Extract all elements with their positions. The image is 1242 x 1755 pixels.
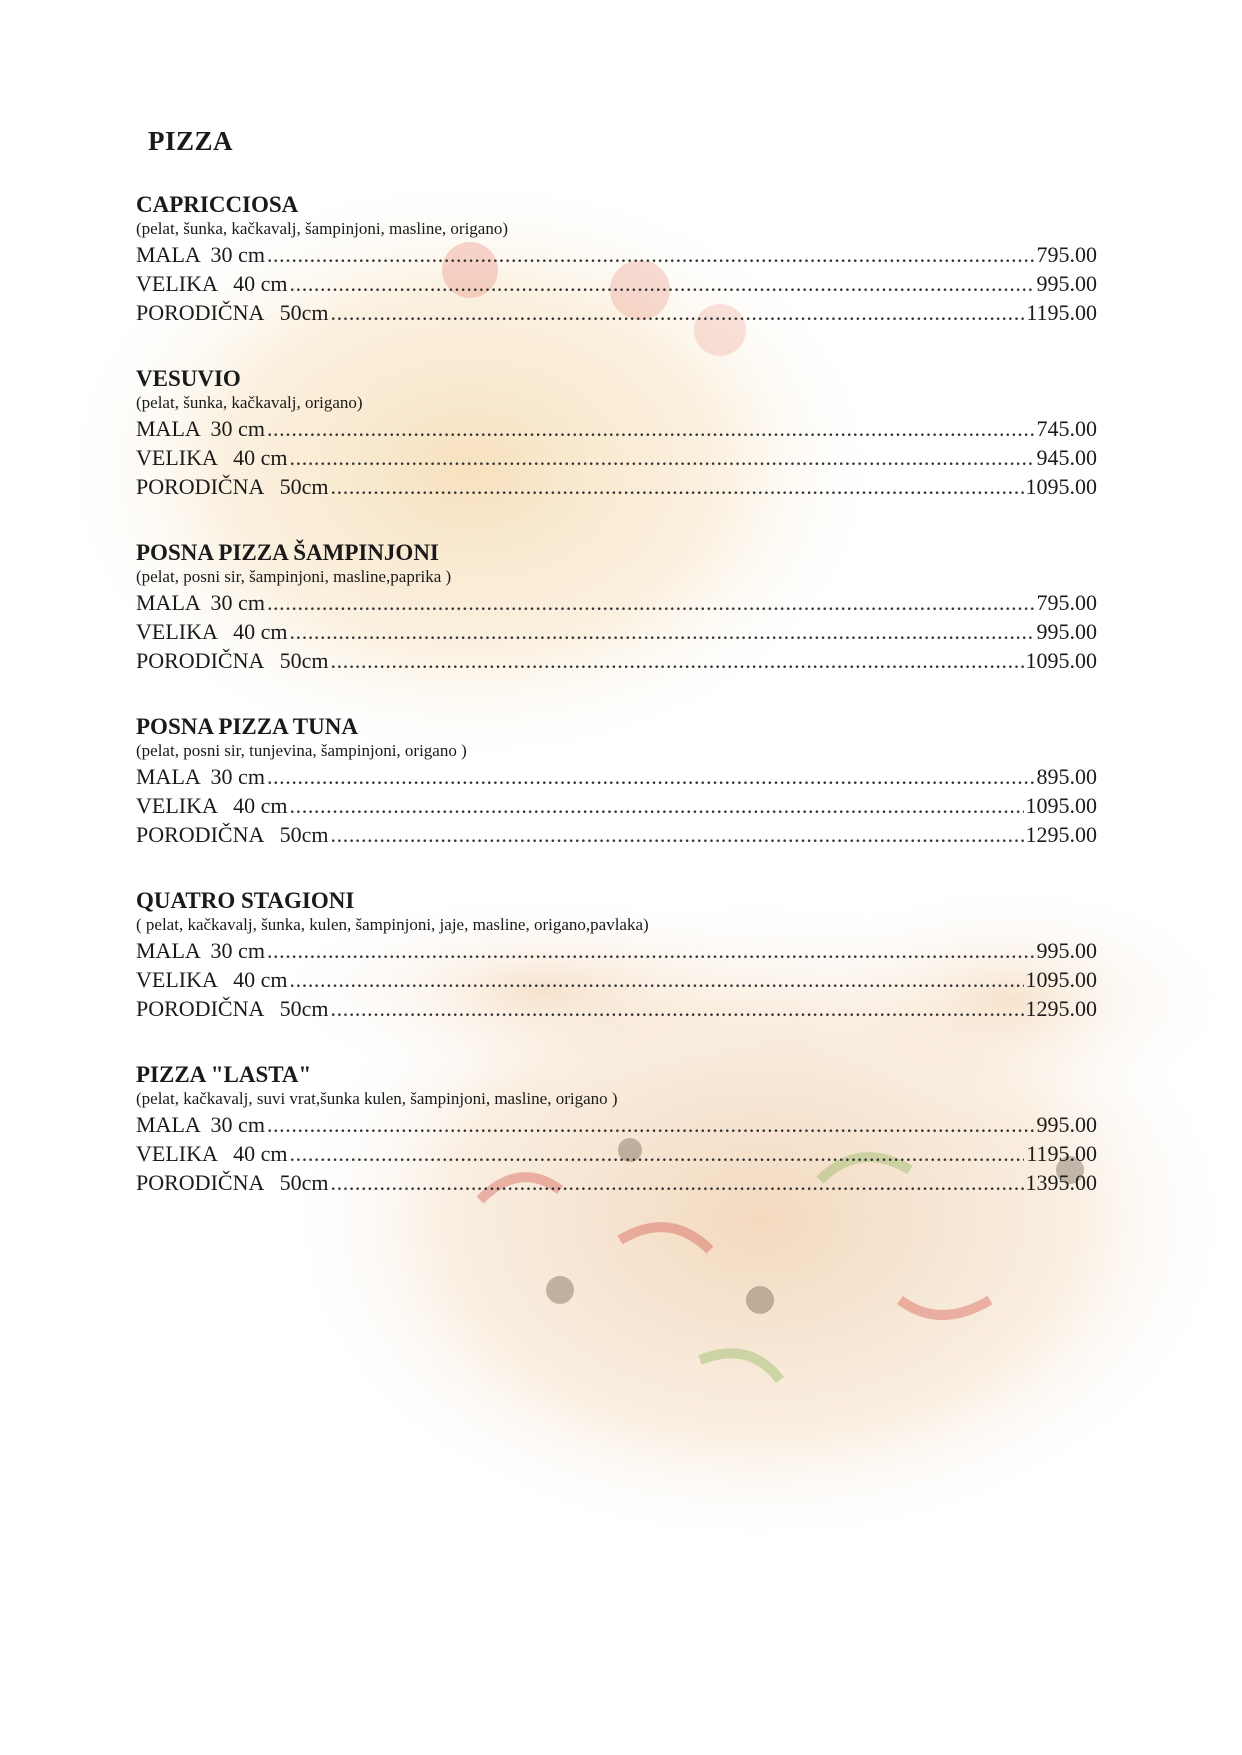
- item-name: VESUVIO: [136, 366, 241, 391]
- size-label: MALA 30 cm: [136, 1112, 265, 1137]
- dot-leader: [267, 588, 1035, 617]
- size-label: VELIKA 40 cm: [136, 445, 288, 470]
- price-row: [136, 820, 1097, 849]
- dot-leader: [331, 472, 1024, 501]
- price-value: 995.00: [1036, 271, 1097, 296]
- size-label: VELIKA 40 cm: [136, 793, 288, 818]
- price-value: 945.00: [1036, 445, 1097, 470]
- dot-leader: [267, 936, 1035, 965]
- price-value: 1395.00: [1025, 1170, 1097, 1195]
- item-name: POSNA PIZZA TUNA: [136, 714, 358, 739]
- price-value: 1095.00: [1025, 967, 1097, 992]
- price-value: 995.00: [1036, 938, 1097, 963]
- price-row: [136, 414, 1097, 443]
- price-row: [136, 965, 1097, 994]
- size-label: MALA 30 cm: [136, 764, 265, 789]
- price-row: [136, 240, 1097, 269]
- price-value: 995.00: [1036, 619, 1097, 644]
- size-label: PORODIČNA 50cm: [136, 822, 329, 847]
- item-description: ( pelat, kačkavalj, šunka, kulen, šampinjoni, jaje, masline, origano,pavlaka): [136, 915, 649, 934]
- dot-leader: [331, 298, 1025, 327]
- item-description: (pelat, posni sir, šampinjoni, masline,paprika ): [136, 567, 452, 586]
- dot-leader: [331, 994, 1024, 1023]
- dot-leader: [290, 617, 1035, 646]
- size-label: MALA 30 cm: [136, 416, 265, 441]
- dot-leader: [267, 762, 1035, 791]
- size-label: PORODIČNA 50cm: [136, 300, 329, 325]
- price-row: [136, 1139, 1097, 1168]
- price-value: 895.00: [1036, 764, 1097, 789]
- size-label: PORODIČNA 50cm: [136, 1170, 329, 1195]
- price-row: [136, 1110, 1097, 1139]
- dot-leader: [290, 443, 1035, 472]
- dot-leader: [267, 240, 1035, 269]
- size-label: VELIKA 40 cm: [136, 619, 288, 644]
- item-name: CAPRICCIOSA: [136, 192, 299, 217]
- price-row: [136, 762, 1097, 791]
- dot-leader: [290, 1139, 1025, 1168]
- price-row: [136, 269, 1097, 298]
- dot-leader: [331, 646, 1024, 675]
- price-row: [136, 646, 1097, 675]
- price-row: [136, 443, 1097, 472]
- menu-list: [136, 192, 1097, 1236]
- item-name: PIZZA "LASTA": [136, 1062, 312, 1087]
- price-row: [136, 588, 1097, 617]
- menu-item: [136, 192, 1097, 327]
- menu-item: [136, 888, 1097, 1023]
- dot-leader: [290, 965, 1024, 994]
- size-label: PORODIČNA 50cm: [136, 474, 329, 499]
- menu-item: [136, 366, 1097, 501]
- dot-leader: [290, 269, 1035, 298]
- dot-leader: [267, 1110, 1035, 1139]
- size-label: PORODIČNA 50cm: [136, 648, 329, 673]
- price-value: 1195.00: [1026, 300, 1097, 325]
- price-value: 1195.00: [1026, 1141, 1097, 1166]
- price-value: 1295.00: [1025, 822, 1097, 847]
- size-label: VELIKA 40 cm: [136, 271, 288, 296]
- price-value: 795.00: [1036, 590, 1097, 615]
- page-title: PIZZA: [148, 126, 234, 156]
- price-value: 1095.00: [1025, 474, 1097, 499]
- price-value: 1295.00: [1025, 996, 1097, 1021]
- price-row: [136, 994, 1097, 1023]
- price-value: 745.00: [1036, 416, 1097, 441]
- price-row: [136, 791, 1097, 820]
- item-description: (pelat, šunka, kačkavalj, šampinjoni, masline, origano): [136, 219, 509, 238]
- dot-leader: [331, 1168, 1024, 1197]
- item-description: (pelat, kačkavalj, suvi vrat,šunka kulen, šampinjoni, masline, origano ): [136, 1089, 618, 1108]
- item-name: POSNA PIZZA ŠAMPINJONI: [136, 540, 439, 565]
- menu-item: [136, 1062, 1097, 1197]
- size-label: VELIKA 40 cm: [136, 1141, 288, 1166]
- price-row: [136, 1168, 1097, 1197]
- dot-leader: [267, 414, 1035, 443]
- dot-leader: [290, 791, 1024, 820]
- price-value: 995.00: [1036, 1112, 1097, 1137]
- price-row: [136, 472, 1097, 501]
- dot-leader: [331, 820, 1024, 849]
- size-label: VELIKA 40 cm: [136, 967, 288, 992]
- size-label: MALA 30 cm: [136, 590, 265, 615]
- size-label: MALA 30 cm: [136, 938, 265, 963]
- size-label: PORODIČNA 50cm: [136, 996, 329, 1021]
- price-row: [136, 298, 1097, 327]
- price-value: 1095.00: [1025, 648, 1097, 673]
- price-value: 795.00: [1036, 242, 1097, 267]
- item-description: (pelat, posni sir, tunjevina, šampinjoni, origano ): [136, 741, 467, 760]
- price-value: 1095.00: [1025, 793, 1097, 818]
- menu-item: [136, 714, 1097, 849]
- item-name: QUATRO STAGIONI: [136, 888, 355, 913]
- menu-item: [136, 540, 1097, 675]
- price-row: [136, 936, 1097, 965]
- price-row: [136, 617, 1097, 646]
- size-label: MALA 30 cm: [136, 242, 265, 267]
- item-description: (pelat, šunka, kačkavalj, origano): [136, 393, 363, 412]
